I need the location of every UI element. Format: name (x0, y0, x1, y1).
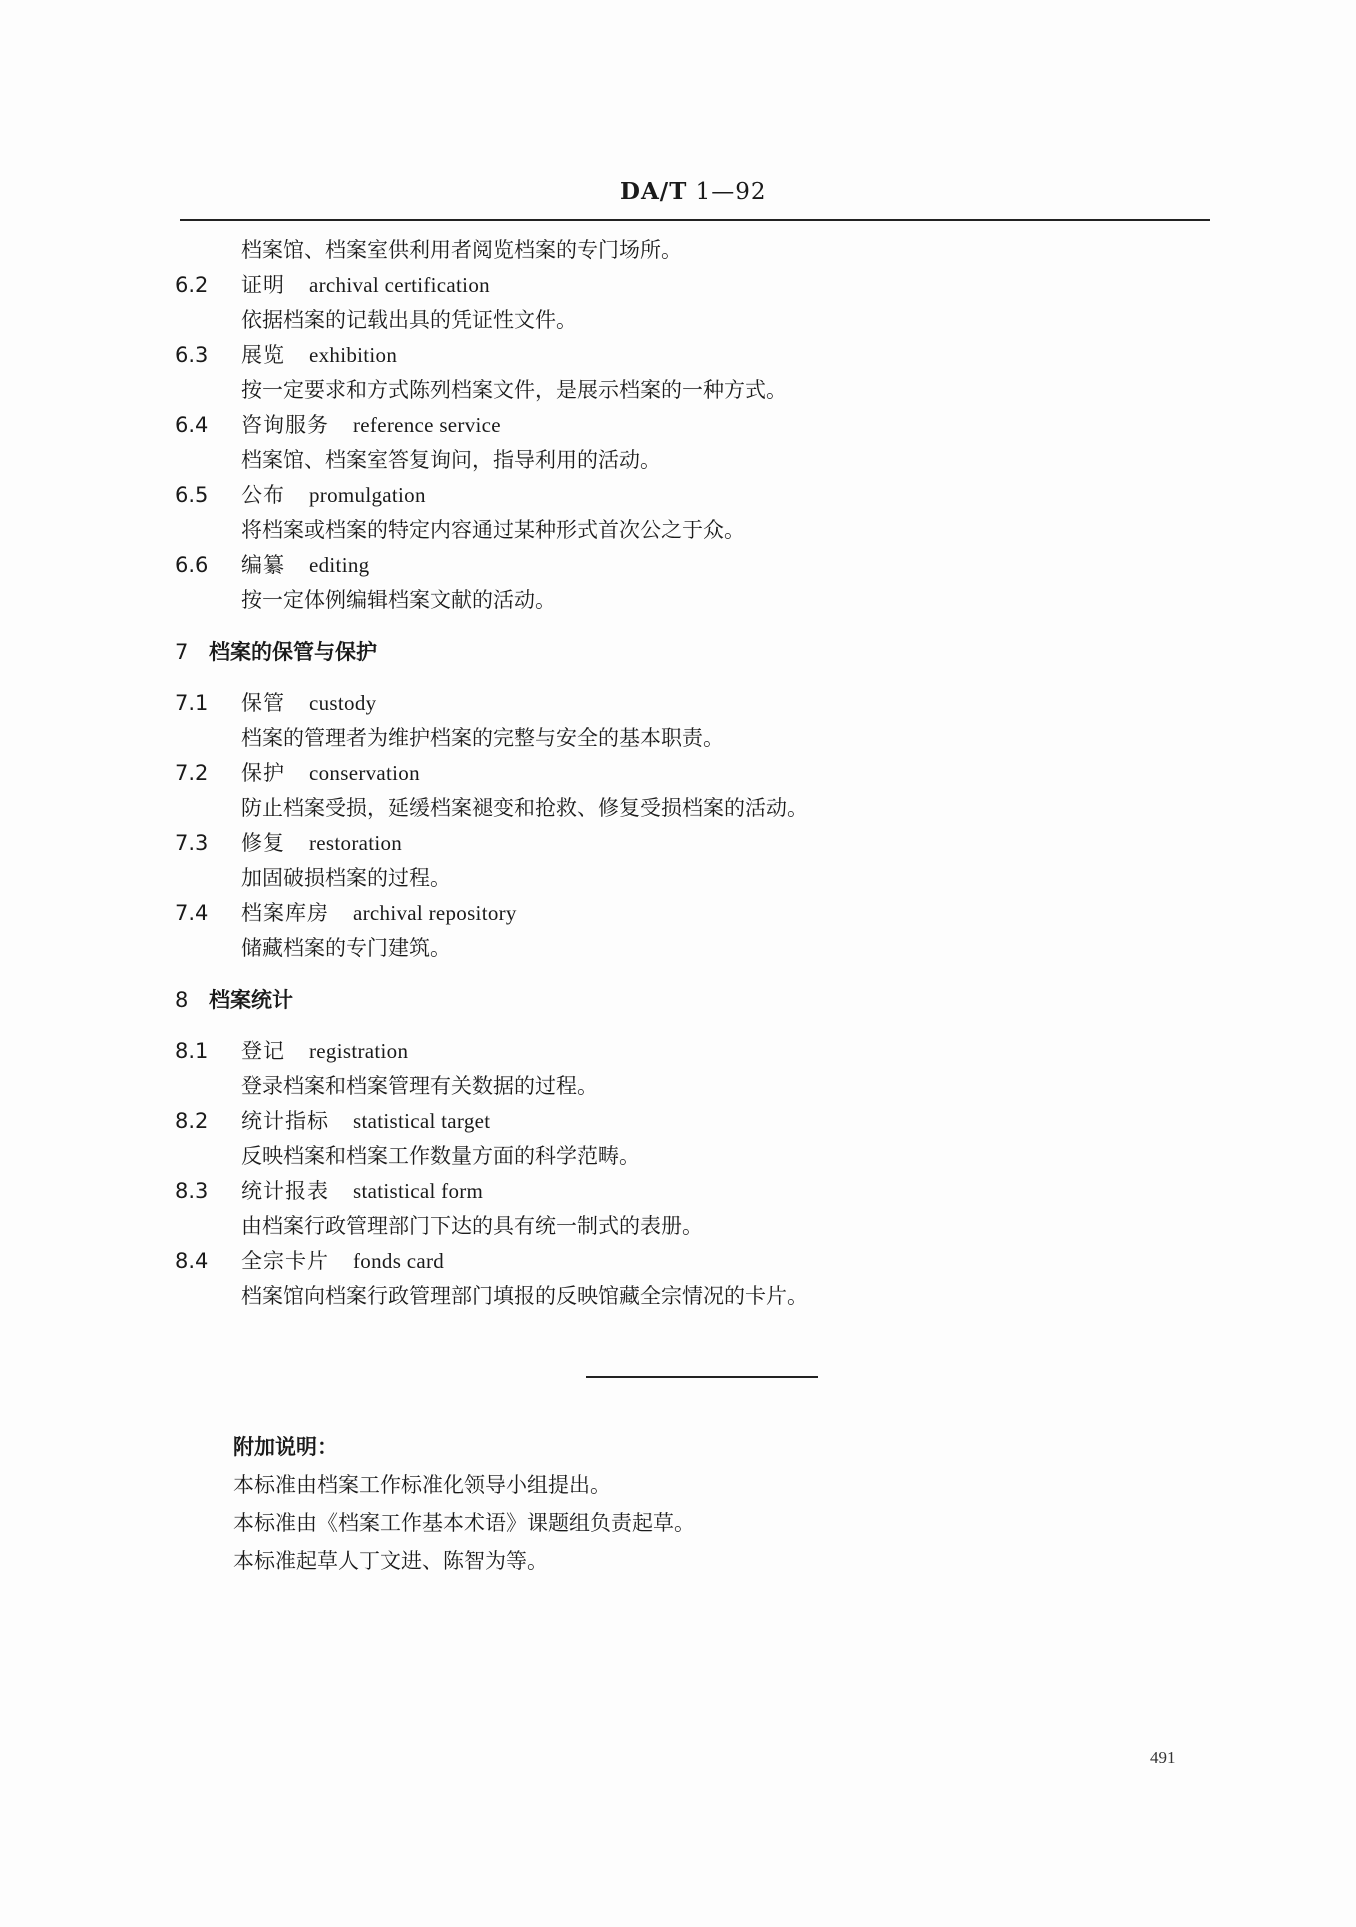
term-definition: 由档案行政管理部门下达的具有统一制式的表册。 (241, 1214, 703, 1238)
section-heading-8 (175, 980, 1215, 1020)
term-number: 6.2 (175, 273, 209, 297)
term-definition: 储藏档案的专门建筑。 (241, 936, 451, 960)
term-english: reference service (353, 413, 501, 437)
term-number: 6.5 (175, 483, 209, 507)
section-heading-7 (175, 632, 1215, 672)
term-chinese: 证明 (241, 273, 285, 297)
term-english: fonds card (353, 1249, 445, 1273)
continuation-text: 档案馆、档案室供利用者阅览档案的专门场所。 (241, 238, 682, 262)
term-chinese: 展览 (241, 343, 285, 367)
term-english: archival repository (353, 901, 517, 925)
term-definition: 档案的管理者为维护档案的完整与安全的基本职责。 (241, 726, 724, 750)
term-entry (175, 408, 1215, 478)
term-number: 8.4 (175, 1249, 209, 1273)
notes-title: 附加说明： (233, 1435, 338, 1459)
document-body (175, 232, 1215, 1314)
term-chinese: 保管 (241, 691, 285, 715)
term-entry (175, 478, 1215, 548)
term-number: 8.2 (175, 1109, 209, 1133)
term-definition: 将档案或档案的特定内容通过某种形式首次公之于众。 (241, 518, 745, 542)
term-number: 7.4 (175, 901, 209, 925)
term-entry (175, 548, 1215, 618)
term-chinese: 档案库房 (241, 901, 329, 925)
page-number: 491 (1150, 1748, 1176, 1767)
term-entry (175, 1244, 1215, 1314)
term-entry (175, 1104, 1215, 1174)
end-of-text-rule (586, 1376, 818, 1378)
term-chinese: 保护 (241, 761, 285, 785)
term-english: statistical form (353, 1179, 484, 1203)
term-number: 7.1 (175, 691, 209, 715)
note-line: 本标准由《档案工作基本术语》课题组负责起草。 (233, 1511, 695, 1535)
term-chinese: 修复 (241, 831, 285, 855)
term-english: custody (309, 691, 377, 715)
section-number: 8 (175, 988, 189, 1012)
term-english: promulgation (309, 483, 426, 507)
term-chinese: 咨询服务 (241, 413, 329, 437)
term-definition: 加固破损档案的过程。 (241, 866, 451, 890)
term-number: 8.3 (175, 1179, 209, 1203)
standard-prefix: DA/T (620, 178, 688, 205)
term-english: conservation (309, 761, 420, 785)
term-number: 6.3 (175, 343, 209, 367)
term-chinese: 统计报表 (241, 1179, 329, 1203)
term-entry (175, 338, 1215, 408)
term-definition: 依据档案的记载出具的凭证性文件。 (241, 308, 577, 332)
term-definition: 按一定体例编辑档案文献的活动。 (241, 588, 556, 612)
term-english: registration (309, 1039, 409, 1063)
term-chinese: 公布 (241, 483, 285, 507)
term-definition: 档案馆、档案室答复询问，指导利用的活动。 (241, 448, 661, 472)
term-number: 6.4 (175, 413, 209, 437)
term-entry (175, 896, 1215, 966)
term-number: 6.6 (175, 553, 209, 577)
term-number: 8.1 (175, 1039, 209, 1063)
term-definition: 档案馆向档案行政管理部门填报的反映馆藏全宗情况的卡片。 (241, 1284, 808, 1308)
note-line: 本标准起草人丁文进、陈智为等。 (233, 1549, 548, 1573)
term-number: 7.3 (175, 831, 209, 855)
term-entry (175, 1034, 1215, 1104)
term-english: statistical target (353, 1109, 491, 1133)
term-chinese: 统计指标 (241, 1109, 329, 1133)
term-number: 7.2 (175, 761, 209, 785)
term-definition: 登录档案和档案管理有关数据的过程。 (241, 1074, 598, 1098)
section-title: 档案的保管与保护 (209, 640, 377, 664)
term-entry (175, 686, 1215, 756)
term-english: editing (309, 553, 370, 577)
term-chinese: 编纂 (241, 553, 285, 577)
term-english: restoration (309, 831, 403, 855)
term-entry (175, 756, 1215, 826)
term-english: archival certification (309, 273, 490, 297)
additional-notes (233, 1428, 1133, 1580)
term-chinese: 登记 (241, 1039, 285, 1063)
term-definition: 防止档案受损，延缓档案褪变和抢救、修复受损档案的活动。 (241, 796, 808, 820)
section-title: 档案统计 (209, 988, 293, 1012)
term-definition: 按一定要求和方式陈列档案文件，是展示档案的一种方式。 (241, 378, 787, 402)
term-english: exhibition (309, 343, 398, 367)
term-entry (175, 1174, 1215, 1244)
term-entry (175, 268, 1215, 338)
term-entry (175, 826, 1215, 896)
standard-code (620, 178, 767, 205)
term-chinese: 全宗卡片 (241, 1249, 329, 1273)
standard-number: 1—92 (695, 179, 767, 205)
term-definition: 反映档案和档案工作数量方面的科学范畴。 (241, 1144, 640, 1168)
section-number: 7 (175, 640, 189, 664)
header-rule (180, 219, 1210, 221)
note-line: 本标准由档案工作标准化领导小组提出。 (233, 1473, 611, 1497)
